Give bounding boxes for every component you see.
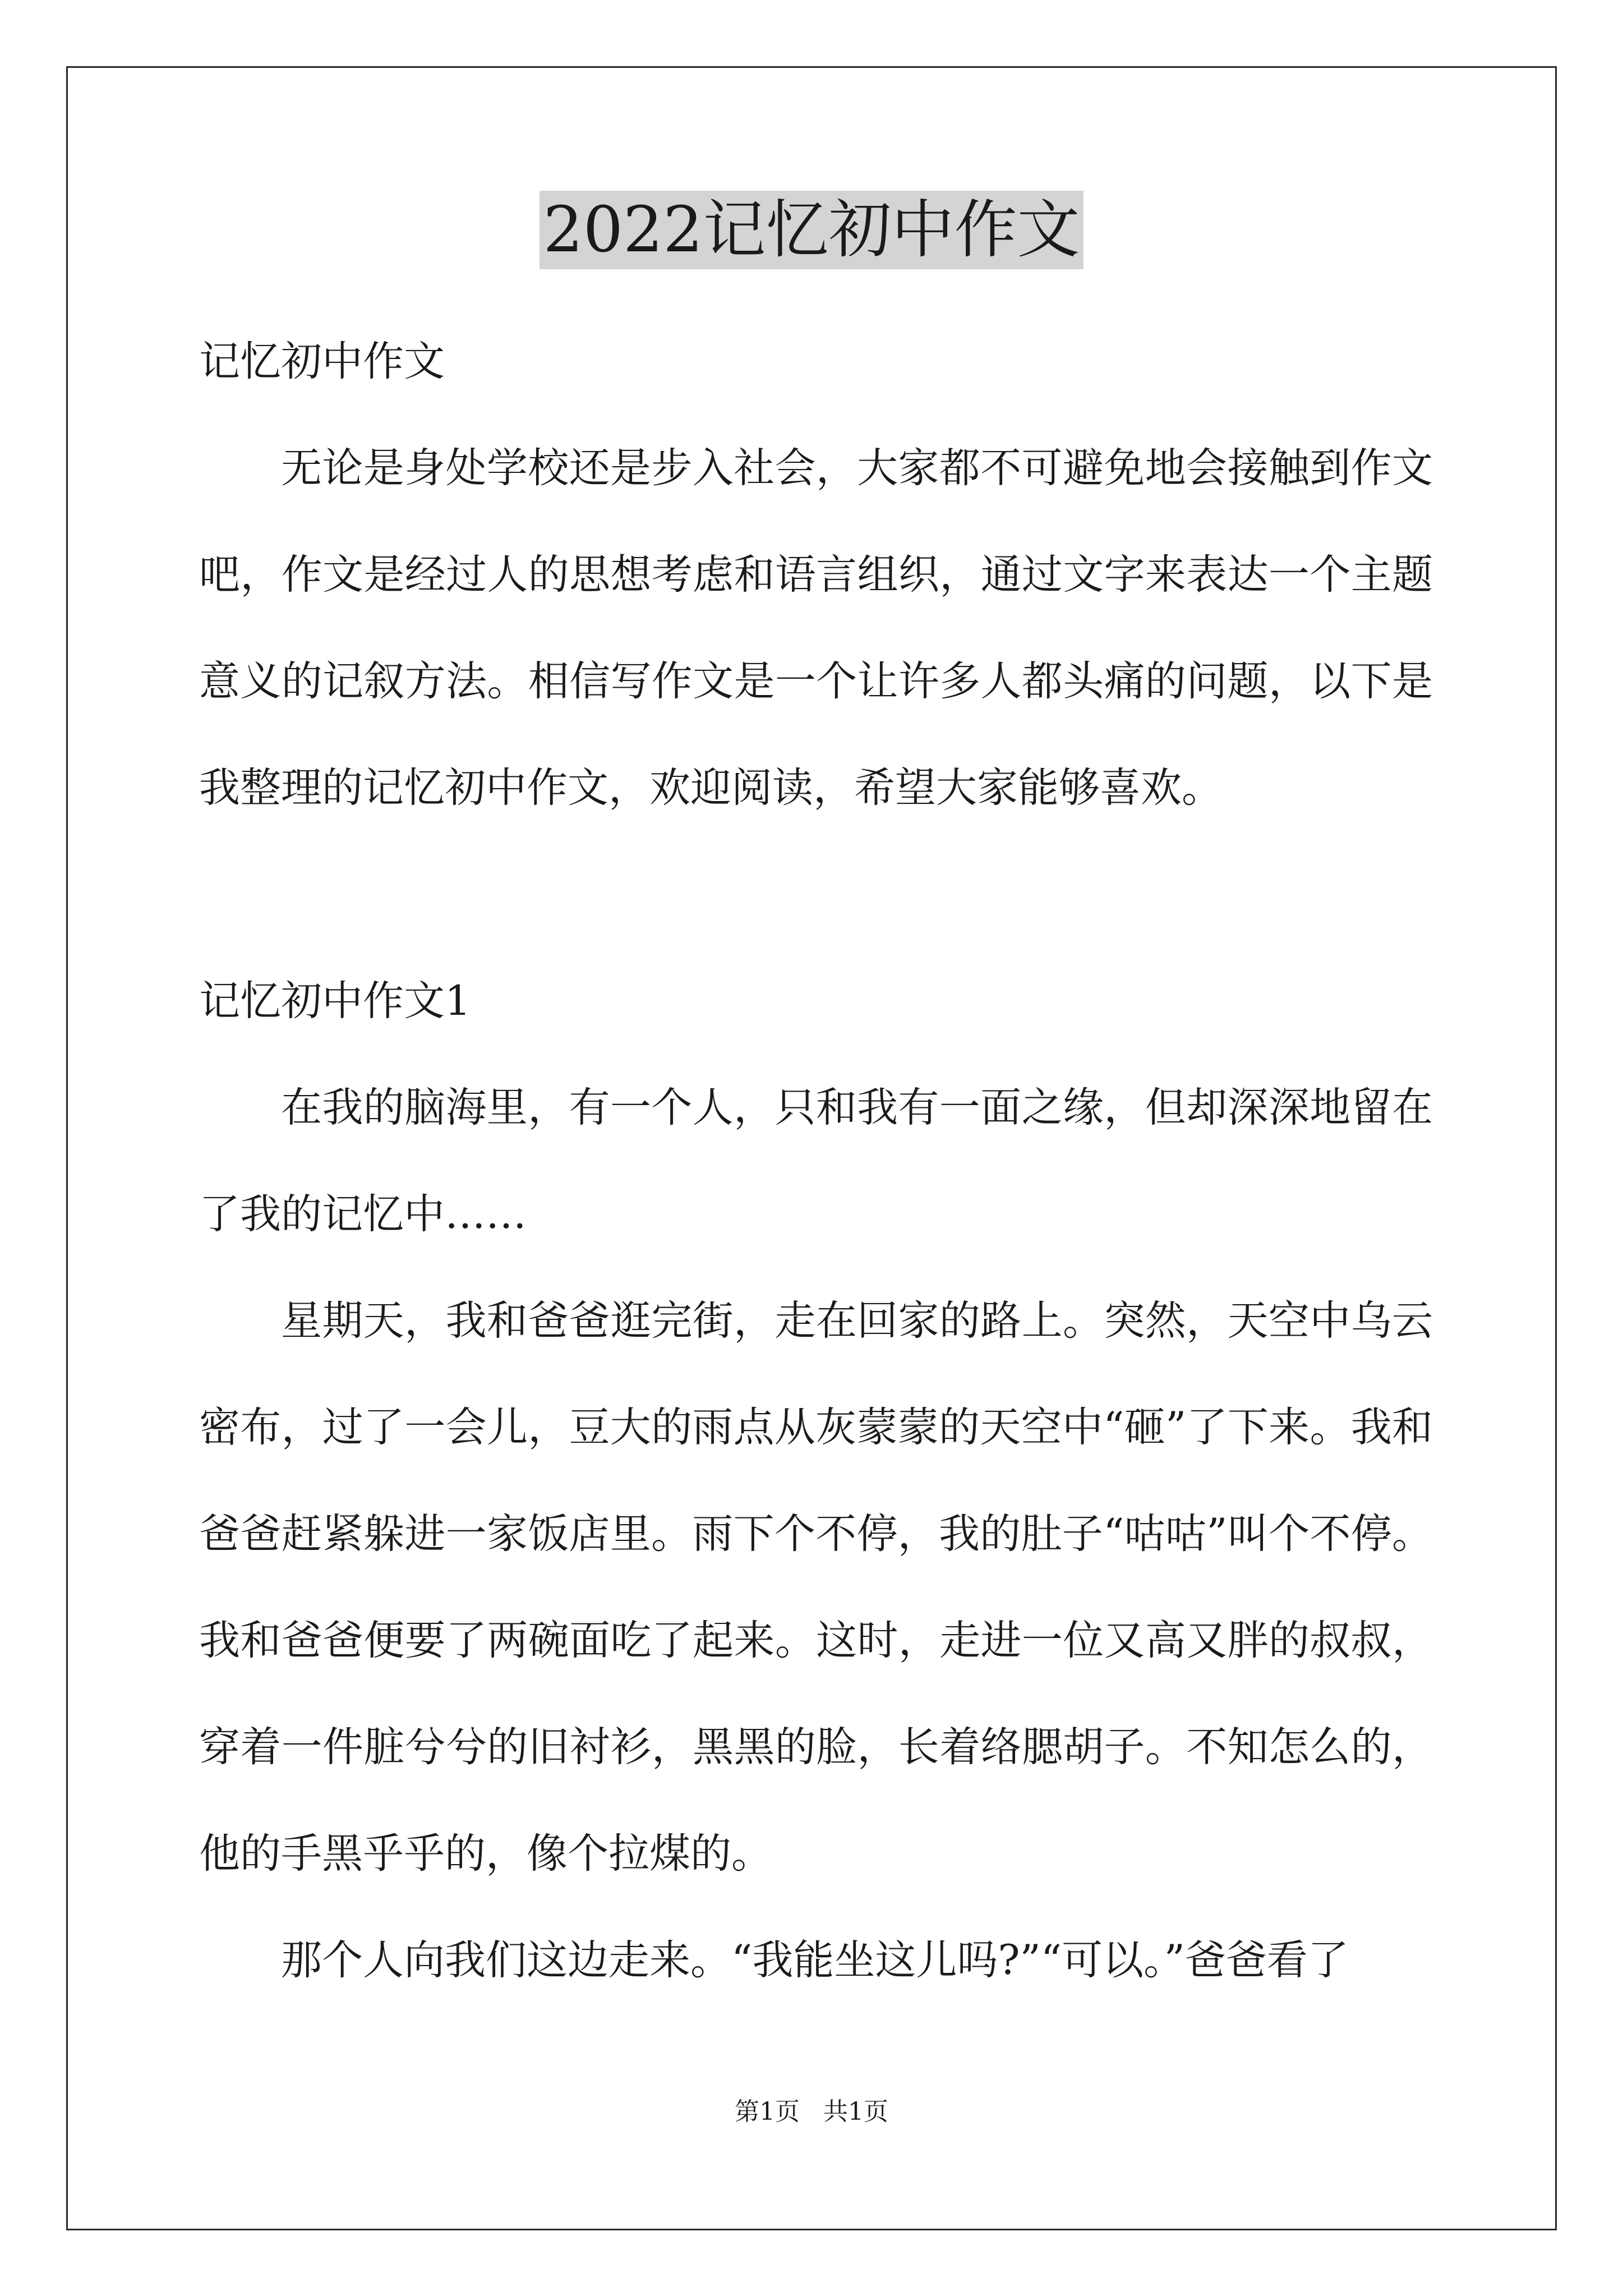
document-title xyxy=(0,191,1623,269)
subtitle: 记忆初中作文 xyxy=(199,338,445,385)
document-body xyxy=(199,309,1433,2014)
document-title-text: 2022记忆初中作文 xyxy=(540,191,1083,269)
essay-paragraph: 在我的脑海里，有一个人，只和我有一面之缘，但却深深地留在了我的记忆中…… xyxy=(199,1084,1433,1238)
page-footer: 第1页 共1页 xyxy=(735,2097,888,2126)
essay-paragraph: 那个人向我们这边走来。“我能坐这儿吗?”“可以。”爸爸看了 xyxy=(281,1936,1349,1984)
essay-paragraph: 星期天，我和爸爸逛完街，走在回家的路上。突然，天空中乌云密布，过了一会儿，豆大的雨点从灰蒙蒙的天空中“砸”了下来。我和爸爸赶紧躲进一家饭店里。雨下个不停，我的肚子“咕咕”叫个不停。我和爸爸便要了两碗面吃了起来。这时，走进一位又高又胖的叔叔，穿着一件脏兮兮的旧衬衫，黑黑的脸，长着络腮胡子。不知怎么的，他的手黑乎乎的，像个拉煤的。 xyxy=(199,1297,1433,1878)
essay-heading: 记忆初中作文1 xyxy=(199,977,471,1025)
intro-paragraph: 无论是身处学校还是步入社会，大家都不可避免地会接触到作文吧，作文是经过人的思想考虑和语言组织，通过文字来表达一个主题意义的记叙方法。相信写作文是一个让许多人都头痛的问题，以下是我整理的记忆初中作文，欢迎阅读，希望大家能够喜欢。 xyxy=(199,444,1433,812)
